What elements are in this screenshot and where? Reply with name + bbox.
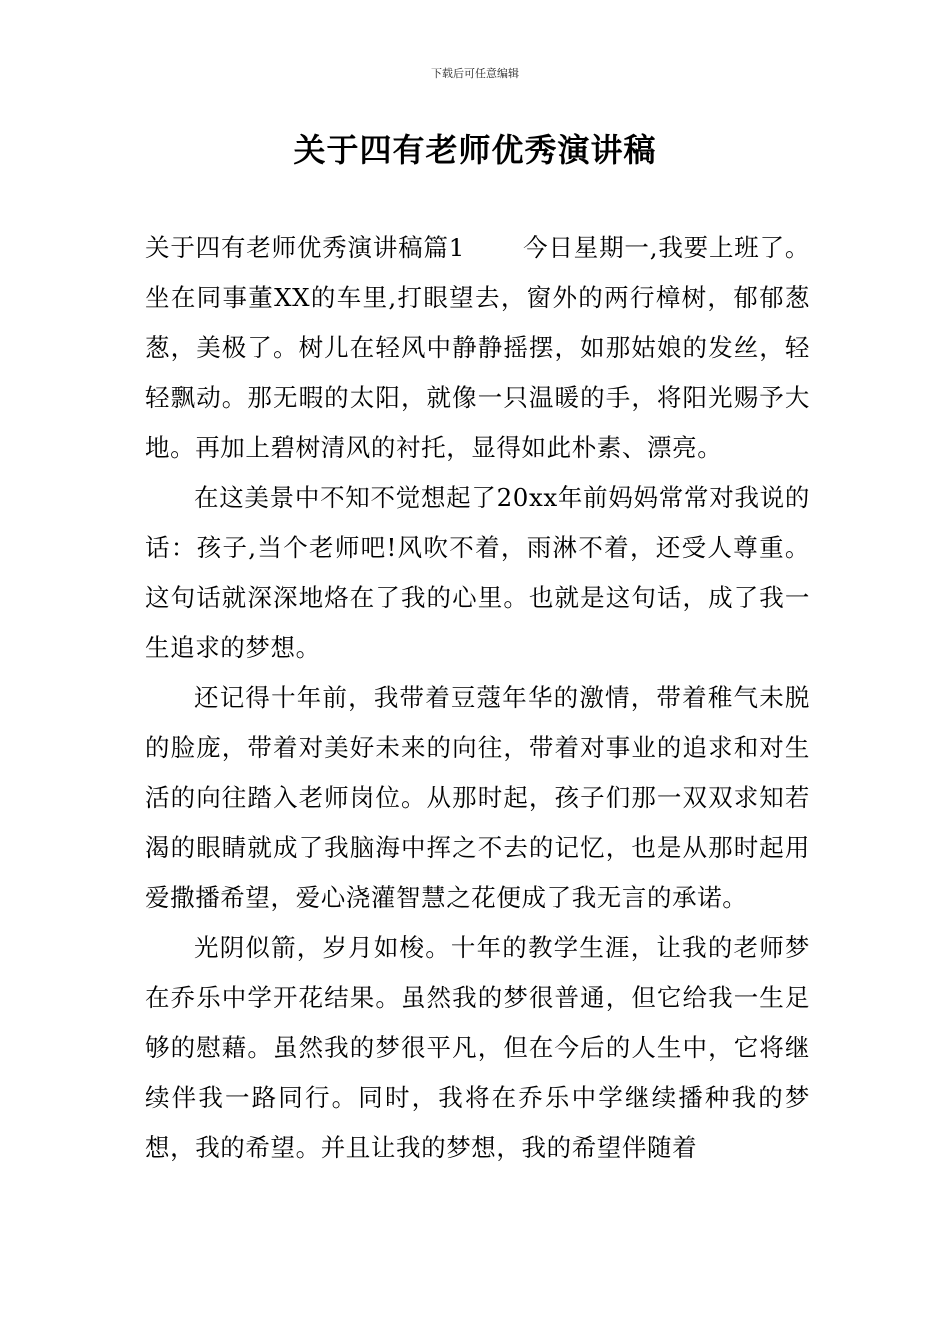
paragraph-1-text: 今日星期一,我要上班了。坐在同事董XX的车里,打眼望去，窗外的两行樟树，郁郁葱葱，美极了。树儿在轻风中静静摇摆，如那姑娘的发丝，轻轻飘动。那无暇的太阳，就像一只温暖的手，将阳光赐予大地。再加上碧树清风的衬托，显得如此朴素、漂亮。 <box>145 233 810 462</box>
paragraph-3: 还记得十年前，我带着豆蔻年华的激情，带着稚气未脱的脸庞，带着对美好未来的向往，带着对事业的追求和对生活的向往踏入老师岗位。从那时起，孩子们那一双双求知若渴的眼睛就成了我脑海中挥之不去的记忆，也是从那时起用爱撒播希望，爱心浇灌智慧之花便成了我无言的承诺。 <box>145 683 810 912</box>
section-heading: 关于四有老师优秀演讲稿篇1 <box>145 233 465 262</box>
document-body <box>145 223 810 1173</box>
paragraph-1 <box>145 223 810 473</box>
document-title: 关于四有老师优秀演讲稿 <box>293 131 657 169</box>
paragraph-2: 在这美景中不知不觉想起了20xx年前妈妈常常对我说的话：孩子,当个老师吧!风吹不着，雨淋不着，还受人尊重。这句话就深深地烙在了我的心里。也就是这句话，成了我一生追求的梦想。 <box>145 483 810 662</box>
header-note: 下载后可任意编辑 <box>431 67 519 80</box>
paragraph-4: 光阴似箭，岁月如梭。十年的教学生涯，让我的老师梦在乔乐中学开花结果。虽然我的梦很普通，但它给我一生足够的慰藉。虽然我的梦很平凡，但在今后的人生中，它将继续伴我一路同行。同时，我将在乔乐中学继续播种我的梦想，我的希望。并且让我的梦想，我的希望伴随着 <box>145 933 810 1162</box>
